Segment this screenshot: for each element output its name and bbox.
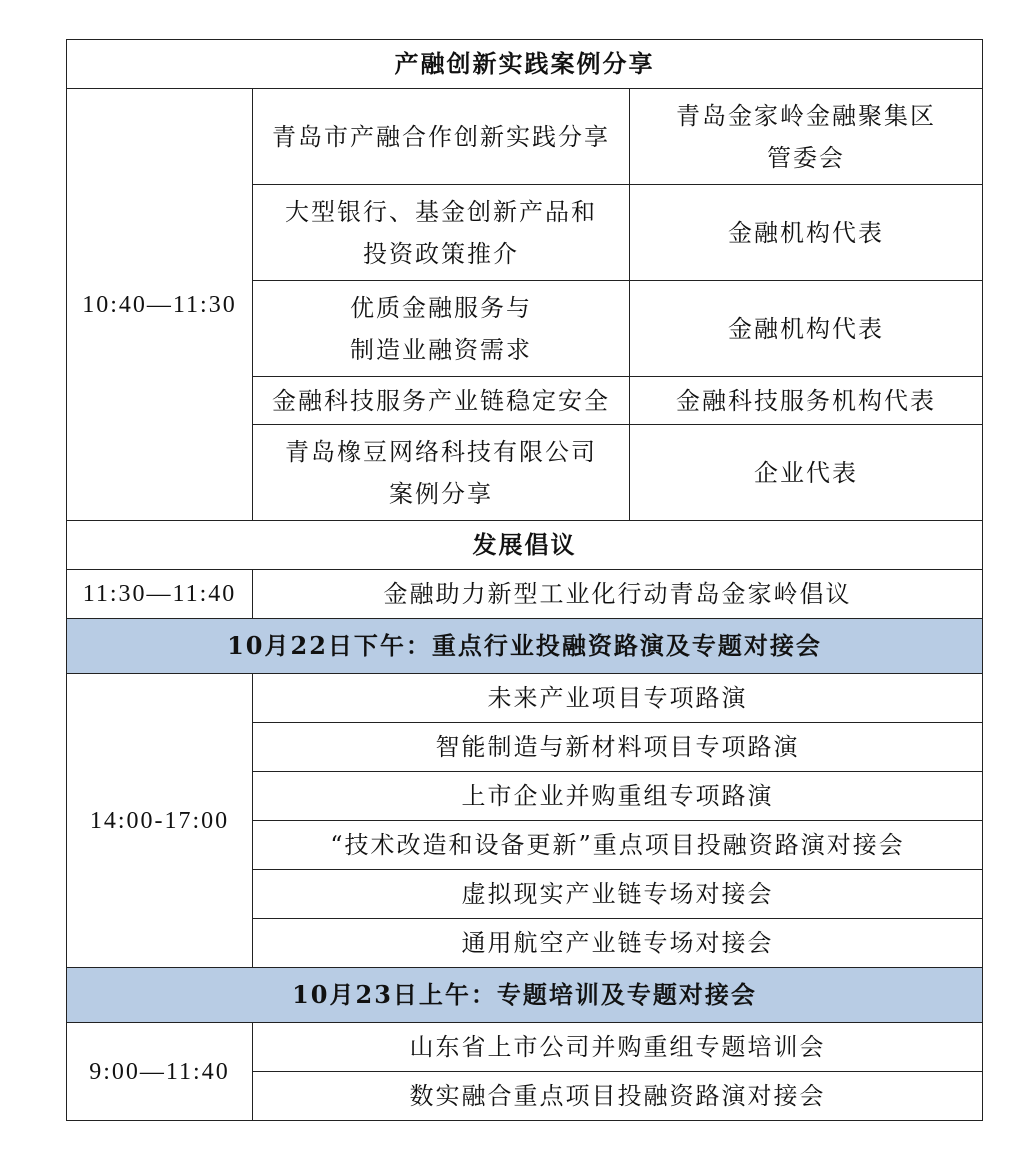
section-header-row — [67, 40, 983, 89]
speaker-line: 青岛金家岭金融聚集区 — [676, 101, 936, 130]
section-title: 10月22日下午：重点行业投融资路演及专题对接会 — [67, 619, 983, 674]
speaker-cell — [630, 281, 983, 377]
item-cell: 山东省上市公司并购重组专题培训会 — [253, 1023, 983, 1072]
speaker-line: 金融科技服务机构代表 — [676, 386, 936, 415]
time-slot: 14:00-17:00 — [67, 674, 253, 968]
topic-line: 金融科技服务产业链稳定安全 — [272, 386, 610, 415]
topic-line: 制造业融资需求 — [350, 335, 532, 364]
table-row — [67, 570, 983, 619]
topic-cell — [253, 89, 630, 185]
table-row — [67, 89, 983, 185]
topic-cell — [253, 185, 630, 281]
item-cell: 上市企业并购重组专项路演 — [253, 772, 983, 821]
section-header-row — [67, 968, 983, 1023]
item-cell: 虚拟现实产业链专场对接会 — [253, 870, 983, 919]
time-slot: 10:40—11:30 — [67, 89, 253, 521]
speaker-cell — [630, 89, 983, 185]
item-cell: “技术改造和设备更新”重点项目投融资路演对接会 — [253, 821, 983, 870]
topic-line: 投资政策推介 — [363, 239, 519, 268]
section-title: 产融创新实践案例分享 — [67, 40, 983, 89]
item-cell: 通用航空产业链专场对接会 — [253, 919, 983, 968]
item-cell: 智能制造与新材料项目专项路演 — [253, 723, 983, 772]
topic-line: 案例分享 — [389, 479, 493, 508]
section-title: 10月23日上午：专题培训及专题对接会 — [67, 968, 983, 1023]
speaker-cell — [630, 425, 983, 521]
speaker-line: 金融机构代表 — [728, 314, 884, 343]
topic-cell — [253, 425, 630, 521]
speaker-line: 管委会 — [767, 143, 845, 172]
table-row — [67, 1023, 983, 1072]
speaker-line: 企业代表 — [754, 458, 858, 487]
item-cell: 数实融合重点项目投融资路演对接会 — [253, 1072, 983, 1121]
section-header-row — [67, 521, 983, 570]
topic-line: 大型银行、基金创新产品和 — [285, 197, 597, 226]
speaker-line: 金融机构代表 — [728, 218, 884, 247]
item-cell: 未来产业项目专项路演 — [253, 674, 983, 723]
speaker-cell — [630, 377, 983, 425]
time-slot: 9:00—11:40 — [67, 1023, 253, 1121]
topic-line: 青岛橡豆网络科技有限公司 — [285, 437, 597, 466]
time-slot: 11:30—11:40 — [67, 570, 253, 619]
schedule-table — [66, 39, 983, 1121]
table-row — [67, 674, 983, 723]
speaker-cell — [630, 185, 983, 281]
topic-cell — [253, 281, 630, 377]
section-header-row — [67, 619, 983, 674]
item-cell: 金融助力新型工业化行动青岛金家岭倡议 — [253, 570, 983, 619]
section-title: 发展倡议 — [67, 521, 983, 570]
topic-cell — [253, 377, 630, 425]
topic-line: 优质金融服务与 — [350, 293, 532, 322]
topic-line: 青岛市产融合作创新实践分享 — [272, 122, 610, 151]
